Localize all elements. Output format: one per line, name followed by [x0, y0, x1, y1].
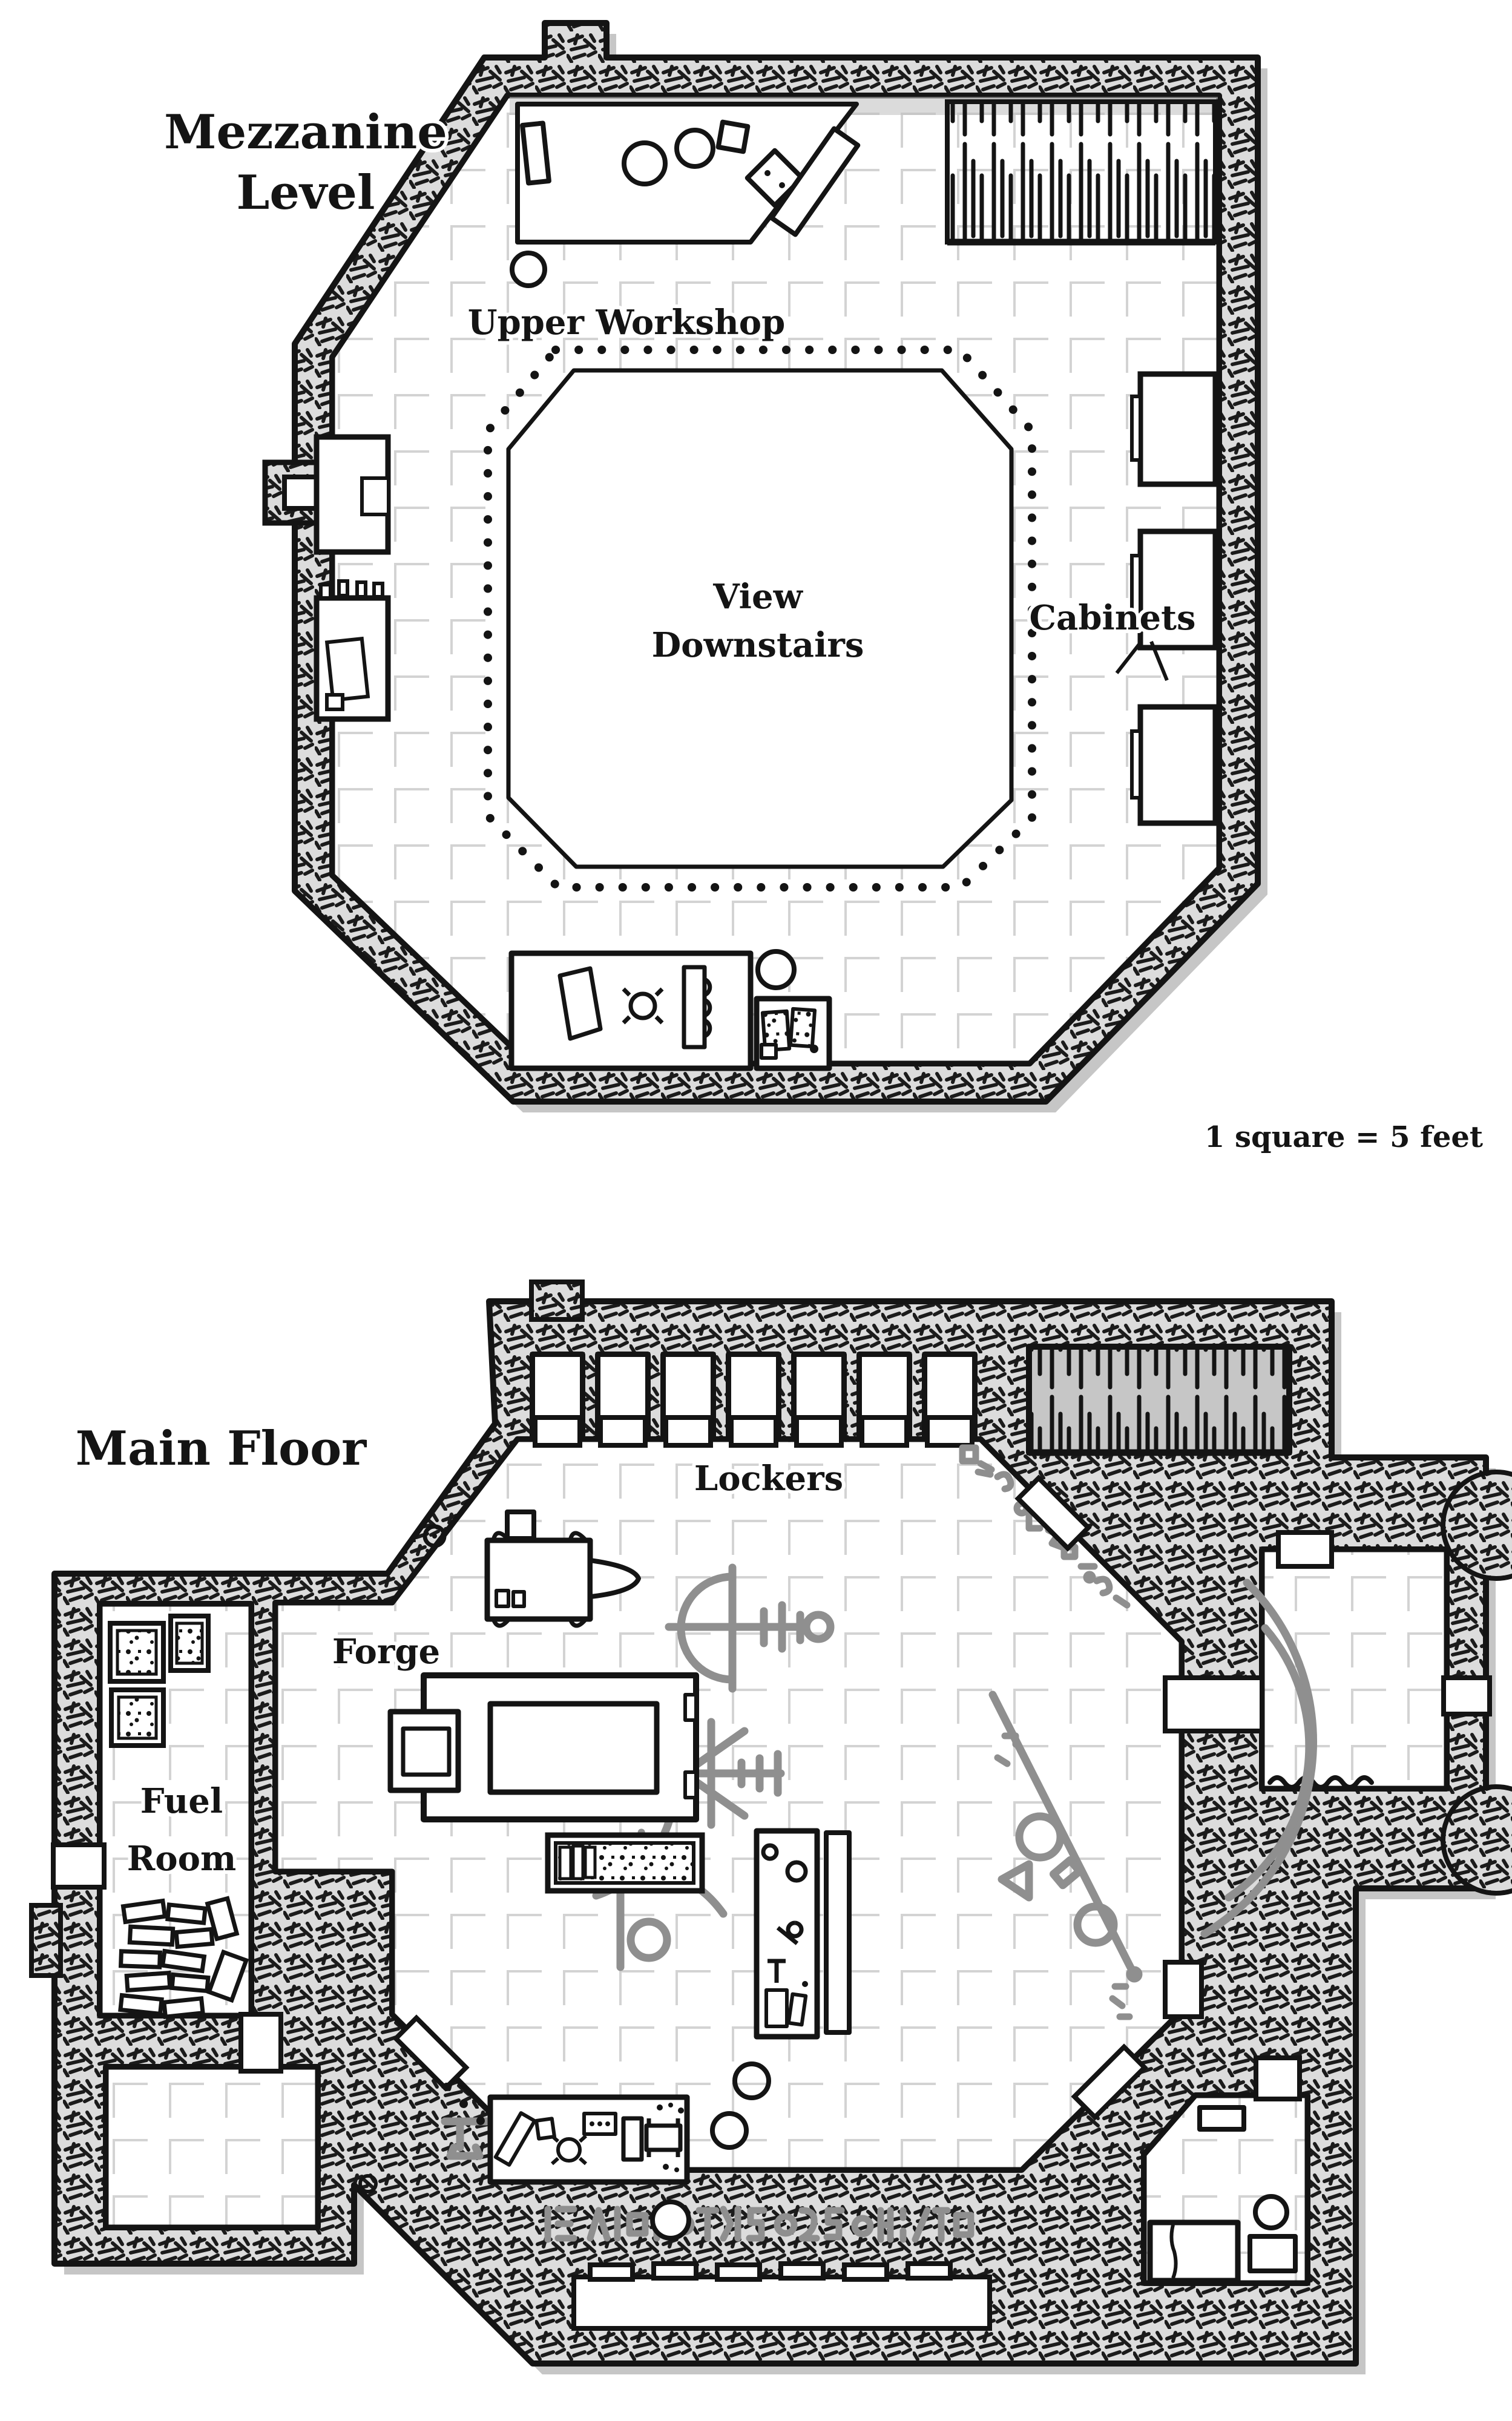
tool-rack-shelf — [947, 102, 1215, 242]
central-opening — [488, 350, 1032, 887]
label-upper-workshop: Upper Workshop — [467, 303, 786, 343]
forge-machine — [390, 1675, 696, 1819]
quench-trough — [548, 1835, 702, 1891]
bedside-table — [1250, 2236, 1295, 2271]
label-forge: Forge — [332, 1632, 441, 1672]
book-cabinet — [757, 999, 829, 1068]
label-cabinets: Cabinets — [1029, 598, 1196, 638]
stool — [712, 2114, 746, 2147]
stool — [1255, 2196, 1287, 2228]
label-view-line1: View — [713, 577, 803, 617]
upper-workbench — [518, 104, 858, 242]
floor-circle — [512, 253, 545, 286]
locker-benches — [535, 1417, 972, 1445]
opening-edge — [508, 370, 1011, 867]
knob-table — [317, 581, 388, 719]
wood-piles — [120, 1899, 246, 2017]
label-fuel-line1: Fuel — [140, 1781, 223, 1821]
scale-note: 1 square = 5 feet — [1204, 1120, 1484, 1154]
mezzanine-title-line1: Mezzanine — [164, 105, 447, 160]
bug-glyph — [623, 989, 662, 1023]
main-floor-title: Main Floor — [75, 1421, 367, 1476]
lower-workbench — [511, 951, 829, 1068]
label-fuel-line2: Room — [127, 1839, 237, 1879]
bed — [1150, 2222, 1238, 2281]
mezzanine-title-line2: Level — [236, 165, 375, 220]
stool — [758, 951, 794, 988]
storage-rack-room — [1029, 1347, 1289, 1453]
stool — [652, 2202, 689, 2238]
work-tables-center — [757, 1831, 849, 2037]
wall-apparatus — [317, 437, 389, 552]
label-view-line2: Downstairs — [651, 625, 864, 665]
label-lockers: Lockers — [694, 1459, 844, 1499]
main-floor-plan — [31, 1282, 1512, 2374]
mezzanine-plan — [164, 23, 1483, 1154]
annex-floor — [106, 2067, 318, 2227]
shelf — [1200, 2107, 1244, 2129]
